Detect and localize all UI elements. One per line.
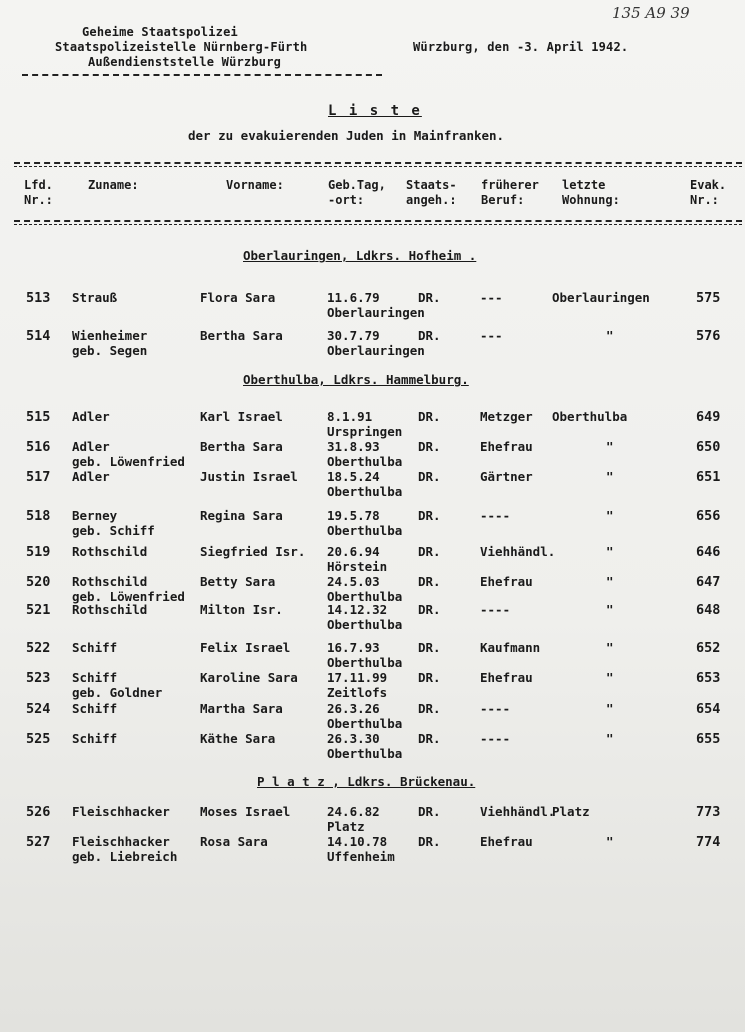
list-title: L i s t e xyxy=(328,103,422,119)
firstname-cell: Flora Sara xyxy=(200,290,276,305)
archive-note: 135 A9 39 xyxy=(612,4,690,22)
evacuation-number: 652 xyxy=(696,640,721,656)
citizenship-cell: DR. xyxy=(418,574,441,589)
col-header-beruf: früherer Beruf: xyxy=(481,178,539,207)
row-number: 523 xyxy=(26,670,51,686)
profession-cell: ---- xyxy=(480,731,511,746)
residence-cell: Oberthulba xyxy=(552,409,628,424)
evacuation-number: 648 xyxy=(696,602,721,618)
birth-cell: 17.11.99 Zeitlofs xyxy=(327,670,388,700)
surname-cell: Adler xyxy=(72,469,110,484)
birth-cell: 26.3.26 Oberthulba xyxy=(327,701,403,731)
firstname-cell: Karoline Sara xyxy=(200,670,298,685)
firstname-cell: Milton Isr. xyxy=(200,602,283,617)
residence-cell: " xyxy=(606,328,614,343)
residence-cell: " xyxy=(606,670,614,685)
row-number: 514 xyxy=(26,328,51,344)
residence-cell: Oberlauringen xyxy=(552,290,650,305)
birth-cell: 18.5.24 Oberthulba xyxy=(327,469,403,499)
row-number: 525 xyxy=(26,731,51,747)
surname-cell: Adler geb. Löwenfried xyxy=(72,439,185,469)
citizenship-cell: DR. xyxy=(418,290,441,305)
firstname-cell: Martha Sara xyxy=(200,701,283,716)
residence-cell: " xyxy=(606,834,614,849)
row-number: 515 xyxy=(26,409,51,425)
profession-cell: --- xyxy=(480,290,503,305)
residence-cell: " xyxy=(606,640,614,655)
residence-cell: " xyxy=(606,439,614,454)
profession-cell: Ehefrau xyxy=(480,439,533,454)
evacuation-number: 575 xyxy=(696,290,721,306)
residence-cell: " xyxy=(606,602,614,617)
column-header-bottom-rule xyxy=(14,220,742,222)
firstname-cell: Bertha Sara xyxy=(200,328,283,343)
surname-cell: Rothschild xyxy=(72,602,148,617)
citizenship-cell: DR. xyxy=(418,469,441,484)
birth-cell: 19.5.78 Oberthulba xyxy=(327,508,403,538)
profession-cell: Viehhändl. xyxy=(480,544,556,559)
residence-cell: " xyxy=(606,574,614,589)
birth-cell: 8.1.91 Urspringen xyxy=(327,409,403,439)
col-header-vorname: Vorname: xyxy=(226,178,284,192)
birth-cell: 16.7.93 Oberthulba xyxy=(327,640,403,670)
citizenship-cell: DR. xyxy=(418,670,441,685)
birth-cell: 26.3.30 Oberthulba xyxy=(327,731,403,761)
surname-cell: Schiff xyxy=(72,731,118,746)
row-number: 520 xyxy=(26,574,51,590)
firstname-cell: Regina Sara xyxy=(200,508,283,523)
birth-cell: 24.6.82 Platz xyxy=(327,804,380,834)
col-header-geb: Geb.Tag, -ort: xyxy=(328,178,386,207)
surname-cell: Rothschild geb. Löwenfried xyxy=(72,574,185,604)
firstname-cell: Justin Israel xyxy=(200,469,298,484)
evacuation-number: 649 xyxy=(696,409,721,425)
row-number: 513 xyxy=(26,290,51,306)
row-number: 527 xyxy=(26,834,51,850)
row-number: 518 xyxy=(26,508,51,524)
column-header-top-rule-2 xyxy=(14,166,742,167)
citizenship-cell: DR. xyxy=(418,508,441,523)
profession-cell: Ehefrau xyxy=(480,670,533,685)
row-number: 516 xyxy=(26,439,51,455)
evacuation-number: 773 xyxy=(696,804,721,820)
section-heading: P l a t z , Ldkrs. Brückenau. xyxy=(257,774,476,789)
surname-cell: Schiff xyxy=(72,640,118,655)
citizenship-cell: DR. xyxy=(418,804,441,819)
column-header-top-rule xyxy=(14,162,742,164)
surname-cell: Schiff geb. Goldner xyxy=(72,670,163,700)
profession-cell: Kaufmann xyxy=(480,640,541,655)
firstname-cell: Käthe Sara xyxy=(200,731,276,746)
row-number: 522 xyxy=(26,640,51,656)
evacuation-number: 651 xyxy=(696,469,721,485)
surname-cell: Rothschild xyxy=(72,544,148,559)
citizenship-cell: DR. xyxy=(418,602,441,617)
evacuation-number: 774 xyxy=(696,834,721,850)
residence-cell: " xyxy=(606,544,614,559)
birth-cell: 31.8.93 Oberthulba xyxy=(327,439,403,469)
profession-cell: Viehhändl. xyxy=(480,804,556,819)
evacuation-number: 650 xyxy=(696,439,721,455)
col-header-zuname: Zuname: xyxy=(88,178,139,192)
row-number: 517 xyxy=(26,469,51,485)
residence-cell: " xyxy=(606,731,614,746)
profession-cell: ---- xyxy=(480,602,511,617)
firstname-cell: Rosa Sara xyxy=(200,834,268,849)
citizenship-cell: DR. xyxy=(418,834,441,849)
header-line-3: Außendienststelle Würzburg xyxy=(88,55,282,69)
birth-cell: 20.6.94 Hörstein xyxy=(327,544,388,574)
column-header-bottom-rule-2 xyxy=(14,224,742,225)
citizenship-cell: DR. xyxy=(418,409,441,424)
surname-cell: Adler xyxy=(72,409,110,424)
birth-cell: 11.6.79 Oberlauringen xyxy=(327,290,425,320)
birth-cell: 14.12.32 Oberthulba xyxy=(327,602,403,632)
col-header-wohnung: letzte Wohnung: xyxy=(562,178,620,207)
profession-cell: Ehefrau xyxy=(480,574,533,589)
row-number: 524 xyxy=(26,701,51,717)
evacuation-number: 655 xyxy=(696,731,721,747)
profession-cell: ---- xyxy=(480,508,511,523)
firstname-cell: Bertha Sara xyxy=(200,439,283,454)
col-header-lfd: Lfd. Nr.: xyxy=(24,178,53,207)
list-subtitle: der zu evakuierenden Juden in Mainfranken. xyxy=(188,128,505,143)
residence-cell: " xyxy=(606,701,614,716)
header-divider xyxy=(22,74,382,76)
residence-cell: " xyxy=(606,469,614,484)
evacuation-number: 656 xyxy=(696,508,721,524)
citizenship-cell: DR. xyxy=(418,701,441,716)
header-date: Würzburg, den -3. April 1942. xyxy=(413,40,629,54)
residence-cell: " xyxy=(606,508,614,523)
row-number: 521 xyxy=(26,602,51,618)
profession-cell: Ehefrau xyxy=(480,834,533,849)
citizenship-cell: DR. xyxy=(418,731,441,746)
citizenship-cell: DR. xyxy=(418,328,441,343)
profession-cell: Metzger xyxy=(480,409,533,424)
col-header-staats: Staats- angeh.: xyxy=(406,178,457,207)
citizenship-cell: DR. xyxy=(418,544,441,559)
surname-cell: Berney geb. Schiff xyxy=(72,508,155,538)
birth-cell: 30.7.79 Oberlauringen xyxy=(327,328,425,358)
header-line-2: Staatspolizeistelle Nürnberg-Fürth xyxy=(55,40,308,54)
profession-cell: ---- xyxy=(480,701,511,716)
surname-cell: Wienheimer geb. Segen xyxy=(72,328,148,358)
firstname-cell: Betty Sara xyxy=(200,574,276,589)
citizenship-cell: DR. xyxy=(418,640,441,655)
evacuation-number: 576 xyxy=(696,328,721,344)
citizenship-cell: DR. xyxy=(418,439,441,454)
firstname-cell: Siegfried Isr. xyxy=(200,544,306,559)
evacuation-number: 653 xyxy=(696,670,721,686)
surname-cell: Schiff xyxy=(72,701,118,716)
firstname-cell: Felix Israel xyxy=(200,640,291,655)
row-number: 519 xyxy=(26,544,51,560)
surname-cell: Fleischhacker geb. Liebreich xyxy=(72,834,178,864)
residence-cell: Platz xyxy=(552,804,590,819)
col-header-evak: Evak. Nr.: xyxy=(690,178,727,207)
evacuation-number: 647 xyxy=(696,574,721,590)
evacuation-number: 646 xyxy=(696,544,721,560)
firstname-cell: Moses Israel xyxy=(200,804,291,819)
firstname-cell: Karl Israel xyxy=(200,409,283,424)
surname-cell: Strauß xyxy=(72,290,118,305)
header-line-1: Geheime Staatspolizei xyxy=(82,25,238,39)
birth-cell: 14.10.78 Uffenheim xyxy=(327,834,395,864)
profession-cell: Gärtner xyxy=(480,469,533,484)
profession-cell: --- xyxy=(480,328,503,343)
section-heading: Oberthulba, Ldkrs. Hammelburg. xyxy=(243,372,469,387)
birth-cell: 24.5.03 Oberthulba xyxy=(327,574,403,604)
section-heading: Oberlauringen, Ldkrs. Hofheim . xyxy=(243,248,477,263)
surname-cell: Fleischhacker xyxy=(72,804,170,819)
row-number: 526 xyxy=(26,804,51,820)
evacuation-number: 654 xyxy=(696,701,721,717)
